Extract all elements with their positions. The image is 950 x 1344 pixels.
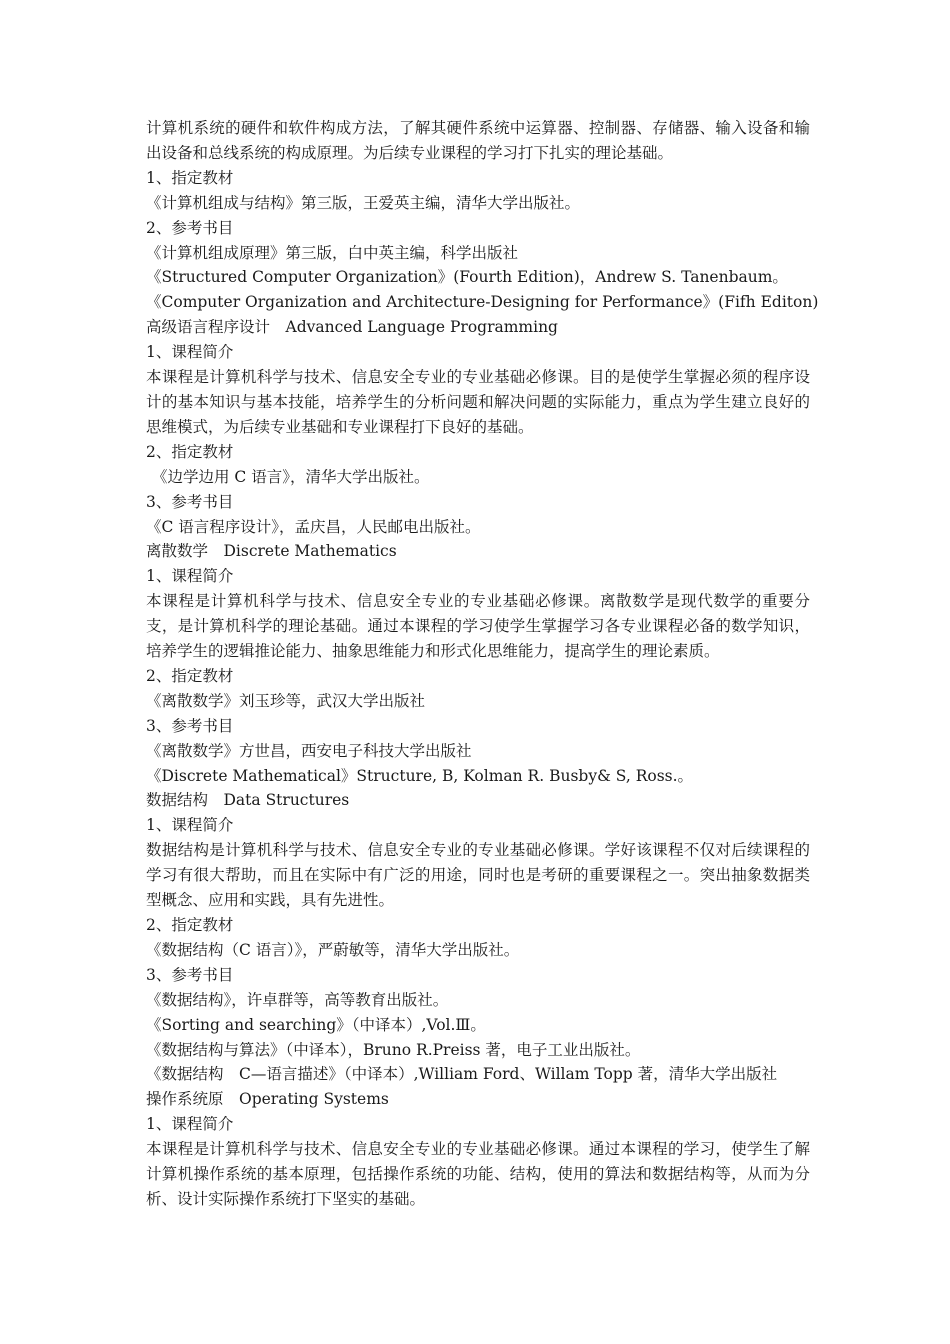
textbook-entry: 《数据结构（C 语言）》，严蔚敏等，清华大学出版社。 — [146, 940, 520, 959]
course-intro-paragraph: 数据结构是计算机科学与技术、信息安全专业的专业基础必修课。学好该课程不仅对后续课程的学习有很大帮助，而且在实际中有广泛的用途，同时也是考研的重要课程之一。突出抽象数据类型概念、应用和实践，具有先进性。 — [146, 841, 810, 910]
section-heading-course-intro: 1、课程简介 — [146, 343, 234, 362]
course-title-data-structures: 数据结构 Data Structures — [146, 791, 350, 810]
section-heading-textbook: 2、指定教材 — [146, 666, 234, 685]
section-heading-references: 3、参考书目 — [146, 965, 234, 984]
reference-entry: 《离散数学》方世昌，西安电子科技大学出版社 — [146, 741, 472, 760]
section-heading-textbook: 1、指定教材 — [146, 168, 234, 187]
section-heading-textbook: 2、指定教材 — [146, 916, 234, 934]
reference-entry: 《计算机组成原理》第三版，白中英主编，科学出版社 — [146, 243, 519, 262]
course-title-advanced-language-programming: 高级语言程序设计 Advanced Language Programming — [146, 318, 558, 337]
course-intro-paragraph: 本课程是计算机科学与技术、信息安全专业的专业基础必修课。通过本课程的学习，使学生了解计算机操作系统的基本原理，包括操作系统的功能、结构，使用的算法和数据结构等，从而为分析、设计实际操作系统打下坚实的基础。 — [146, 1140, 810, 1208]
reference-entry: 《数据结构》，许卓群等，高等教育出版社。 — [146, 990, 449, 1009]
reference-entry: 《Discrete Mathematical》Structure, B, Kolman R. Busby& S, Ross.。 — [146, 766, 694, 785]
reference-entry: 《数据结构 C—语言描述》（中译本）,William Ford、Willam Topp 著，清华大学出版社 — [146, 1065, 778, 1084]
document-page — [146, 116, 819, 1212]
reference-entry: 《Structured Computer Organization》(Fourth Edition)，Andrew S. Tanenbaum。 — [146, 268, 788, 287]
course-intro-paragraph: 本课程是计算机科学与技术、信息安全专业的专业基础必修课。目的是使学生掌握必须的程序设计的基本知识与基本技能，培养学生的分析问题和解决问题的实际能力，重点为学生建立良好的思维模式，为后续专业基础和专业课程打下良好的基础。 — [146, 368, 810, 436]
section-heading-course-intro: 1、课程简介 — [146, 816, 234, 835]
course-title-operating-systems: 操作系统原 Operating Systems — [146, 1090, 389, 1109]
course-intro-paragraph: 本课程是计算机科学与技术、信息安全专业的专业基础必修课。离散数学是现代数学的重要分支，是计算机科学的理论基础。通过本课程的学习使学生掌握学习各专业课程必备的数学知识，培养学生的逻辑推论能力、抽象思维能力和形式化思维能力，提高学生的理论素质。 — [146, 592, 810, 661]
course-title-discrete-mathematics: 离散数学 Discrete Mathematics — [146, 542, 397, 561]
section-heading-references: 2、参考书目 — [146, 218, 234, 237]
section-heading-course-intro: 1、课程简介 — [146, 1115, 234, 1134]
textbook-entry: 《边学边用 C 语言》，清华大学出版社。 — [152, 467, 430, 486]
reference-entry: 《Computer Organization and Architecture-Designing for Performance》(Fifh Editon) — [146, 293, 819, 312]
reference-entry: 《C 语言程序设计》，孟庆昌，人民邮电出版社。 — [146, 517, 481, 536]
intro-paragraph: 计算机系统的硬件和软件构成方法，了解其硬件系统中运算器、控制器、存储器、输入设备和输出设备和总线系统的构成原理。为后续专业课程的学习打下扎实的理论基础。 — [146, 119, 810, 162]
section-heading-references: 3、参考书目 — [146, 716, 234, 735]
section-heading-textbook: 2、指定教材 — [146, 442, 234, 461]
section-heading-references: 3、参考书目 — [146, 492, 234, 511]
reference-entry: 《数据结构与算法》（中译本），Bruno R.Preiss 著，电子工业出版社。 — [146, 1040, 641, 1059]
textbook-entry: 《计算机组成与结构》第三版，王爱英主编，清华大学出版社。 — [146, 193, 581, 212]
textbook-entry: 《离散数学》刘玉珍等，武汉大学出版社 — [146, 691, 426, 710]
reference-entry: 《Sorting and searching》（中译本）,Vol.Ⅲ。 — [146, 1015, 486, 1034]
section-heading-course-intro: 1、课程简介 — [146, 567, 234, 586]
